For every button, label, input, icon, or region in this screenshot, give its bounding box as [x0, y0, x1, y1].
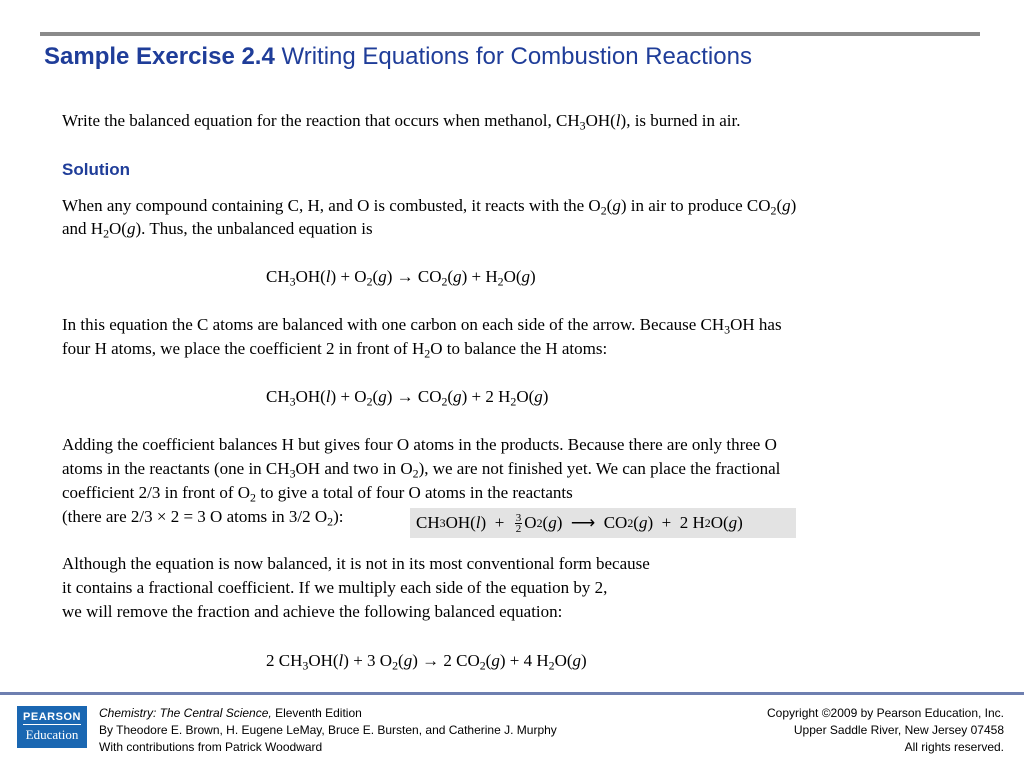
text-run: CH [266, 267, 290, 286]
italic-run: g [612, 196, 621, 215]
text-run: OH( [585, 111, 616, 130]
text-run: ( [372, 387, 379, 406]
equation-partially-balanced [266, 385, 548, 408]
text-run: ) + H [461, 267, 498, 286]
text-run: ) + 4 H [499, 651, 549, 670]
text-run: coefficient 2/3 in front of O [62, 483, 251, 502]
subscript: 2 [497, 274, 504, 289]
equation-balanced [266, 649, 587, 672]
fraction-denominator: 2 [515, 522, 522, 535]
paragraph-line: Although the equation is now balanced, it is not in its most conventional form because [62, 554, 650, 573]
fraction-numerator: 3 [515, 511, 522, 524]
italic-run: g [638, 513, 648, 532]
paragraph-line: we will remove the fraction and achieve the following balanced equation: [62, 602, 563, 621]
text-run: OH and two in O [295, 459, 413, 478]
italic-run: g [572, 651, 582, 670]
italic-run: g [548, 513, 557, 532]
text-run: O [524, 513, 537, 532]
text-run: OH( [308, 651, 339, 670]
text-run: ), we are not finished yet. We can place the fractional [418, 459, 781, 478]
italic-run: g [453, 267, 462, 286]
text-run: ) + O [330, 387, 367, 406]
paragraph-line: it contains a fractional coefficient. If we multiply each side of the equation by 2, [62, 578, 608, 597]
italic-run: g [403, 651, 413, 670]
subscript: 2 [441, 394, 448, 409]
subscript: 3 [289, 274, 296, 289]
text-run: Write the balanced equation for the reaction that occurs when methanol, CH [62, 111, 580, 130]
book-title: Chemistry: The Central Science, [99, 706, 272, 720]
subscript: 3 [289, 466, 296, 481]
text-run: ) + [480, 513, 513, 532]
text-run: O( [516, 387, 535, 406]
book-contributions: With contributions from Patrick Woodward [99, 740, 323, 754]
text-run: to give a total of four O atoms in the reactants [256, 483, 573, 502]
italic-run: l [475, 513, 481, 532]
paragraph-line [62, 217, 373, 241]
paragraph-line [62, 481, 573, 505]
solution-heading: Solution [62, 160, 130, 179]
text-run: ( [447, 267, 454, 286]
logo-text-top: PEARSON [23, 711, 81, 723]
text-run: ( [447, 387, 454, 406]
text-run: ), is burned in air. [620, 111, 741, 130]
text-run: ) + O [330, 267, 367, 286]
text-run: O( [109, 219, 127, 238]
text-run: OH has [730, 315, 782, 334]
text-run: ( [776, 196, 783, 215]
fraction-coefficient [515, 513, 523, 534]
italic-run: l [338, 651, 344, 670]
text-run: ( [606, 196, 613, 215]
page-title [44, 42, 752, 72]
italic-run: g [782, 196, 791, 215]
text-run: ) [542, 387, 549, 406]
text-run: ( [398, 651, 404, 670]
text-run: ( [542, 513, 549, 532]
paragraph-line [62, 505, 344, 529]
text-run: ) [790, 196, 797, 215]
text-run: ) → CO [386, 267, 442, 286]
subscript: 2 [600, 203, 607, 218]
text-run: ) [737, 513, 743, 532]
paragraph-line [62, 337, 607, 361]
italic-run: g [534, 387, 543, 406]
title-subject: Writing Equations for Combustion Reactions [281, 43, 752, 70]
text-run: CH [416, 513, 440, 532]
text-run: O( [503, 267, 522, 286]
italic-run: g [521, 267, 531, 286]
text-run: When any compound containing C, H, and O is combusted, it reacts with the O [62, 196, 601, 215]
paragraph-line [62, 194, 796, 218]
title-exercise-number: Sample Exercise 2.4 [44, 43, 275, 70]
subscript: 3 [289, 394, 296, 409]
book-title-line [99, 705, 557, 722]
italic-run: l [325, 387, 331, 406]
equation-unbalanced [266, 265, 536, 288]
rights-line: All rights reserved. [904, 740, 1004, 754]
text-run: ( [633, 513, 639, 532]
subscript: 2 [479, 658, 486, 673]
paragraph-line [62, 313, 782, 337]
text-run: OH( [445, 513, 476, 532]
text-run: ) + 2 H [647, 513, 705, 532]
text-run: ) ⟶ CO [556, 513, 628, 532]
text-run: In this equation the C atoms are balanced with one carbon on each side of the arrow. Because CH [62, 315, 725, 334]
text-run: ) + 3 O [343, 651, 393, 670]
subscript: 2 [327, 514, 334, 529]
book-edition: Eleventh Edition [271, 706, 362, 720]
footer-divider [0, 692, 1024, 695]
text-run: OH( [295, 387, 326, 406]
publisher-location: Upper Saddle River, New Jersey 07458 [793, 723, 1004, 737]
question-text [62, 109, 740, 133]
italic-run: l [325, 267, 331, 286]
text-run: ) [581, 651, 587, 670]
subscript: 2 [412, 466, 419, 481]
pearson-logo [17, 706, 87, 748]
subscript: 2 [510, 394, 517, 409]
text-run: and H [62, 219, 104, 238]
text-run: CH [266, 387, 290, 406]
text-run: (there are 2/3 × 2 = 3 O atoms in 3/2 O [62, 507, 328, 526]
text-run: ) → 2 CO [412, 651, 480, 670]
text-run: ). Thus, the unbalanced equation is [135, 219, 373, 238]
italic-run: g [728, 513, 738, 532]
italic-run: g [378, 267, 387, 286]
subscript: 2 [424, 346, 431, 361]
text-run: ) [530, 267, 536, 286]
text-run: ) → CO [386, 387, 442, 406]
footer-book-info [99, 705, 557, 756]
text-run: ) + 2 H [461, 387, 511, 406]
subscript: 2 [250, 490, 256, 505]
footer-copyright [767, 705, 1004, 756]
text-run: ): [333, 507, 344, 526]
subscript: 2 [441, 274, 448, 289]
paragraph-line [62, 457, 780, 481]
italic-run: l [615, 111, 621, 130]
italic-run: g [491, 651, 500, 670]
text-run: atoms in the reactants (one in CH [62, 459, 290, 478]
subscript: 2 [548, 658, 555, 673]
text-run: 2 CH [266, 651, 303, 670]
subscript: 3 [579, 118, 586, 133]
text-run: O to balance the H atoms: [430, 339, 608, 358]
text-run: O( [710, 513, 729, 532]
paragraph-line: Adding the coefficient balances H but gives four O atoms in the products. Because there are only three O [62, 435, 777, 454]
text-run: O( [554, 651, 573, 670]
text-run: ) in air to produce CO [620, 196, 771, 215]
text-run: ( [372, 267, 379, 286]
subscript: 2 [392, 658, 399, 673]
top-divider [40, 32, 980, 36]
subscript: 3 [724, 322, 731, 337]
text-run: OH( [295, 267, 326, 286]
italic-run: g [453, 387, 462, 406]
text-run: four H atoms, we place the coefficient 2 in front of H [62, 339, 425, 358]
italic-run: g [378, 387, 387, 406]
subscript: 2 [770, 203, 777, 218]
subscript: 2 [366, 274, 373, 289]
text-run: ( [485, 651, 492, 670]
logo-text-bottom: Education [25, 727, 79, 742]
subscript: 2 [103, 226, 110, 241]
book-authors: By Theodore E. Brown, H. Eugene LeMay, Bruce E. Bursten, and Catherine J. Murphy [99, 723, 557, 737]
equation-fractional-image: CH 3 OH( l ) + $\frac{3}{2}$ O 2 ( g ) ⟶ CO 2 ( g ) + 2 H 2 O( g ) [410, 508, 796, 538]
subscript: 2 [366, 394, 373, 409]
subscript: 3 [302, 658, 309, 673]
italic-run: g [126, 219, 136, 238]
copyright-line: Copyright ©2009 by Pearson Education, Inc. [767, 706, 1004, 720]
